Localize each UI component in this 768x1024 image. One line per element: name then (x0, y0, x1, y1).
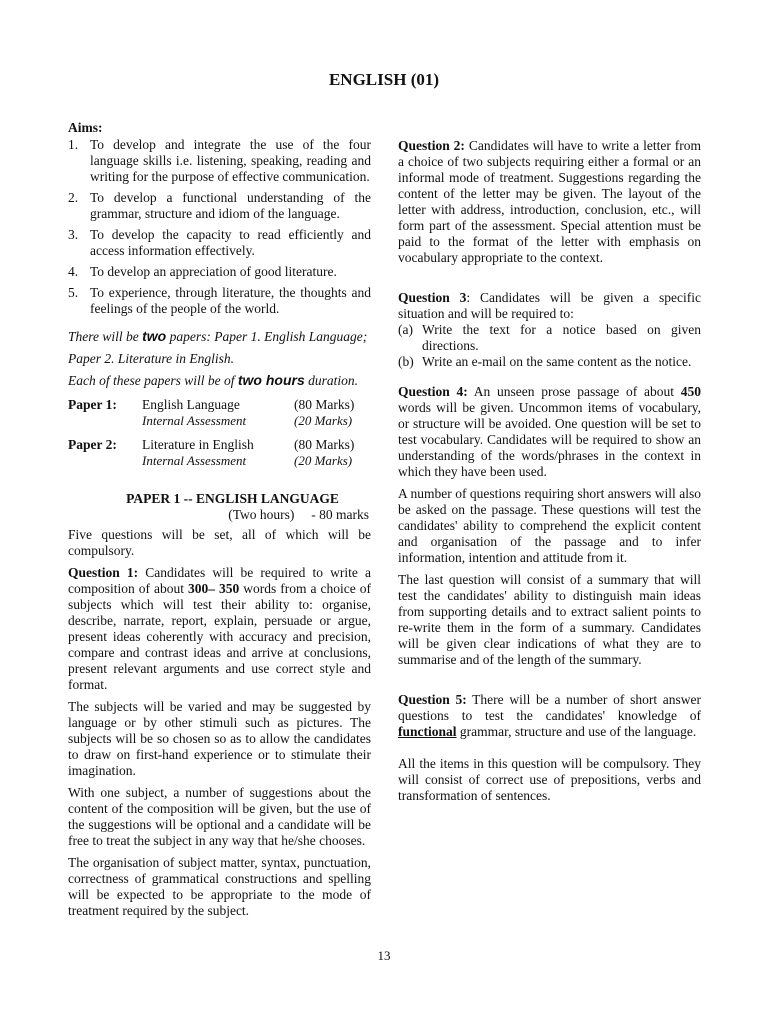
aim-number: 5. (68, 285, 79, 300)
aim-item (68, 285, 371, 317)
papers-note-line3: Each of these papers will be of two hours duration. (68, 372, 359, 388)
aim-text: To develop the capacity to read efficiently and access information effectively. (90, 227, 371, 258)
aim-text: To experience, through literature, the thoughts and feelings of the people of the world. (90, 285, 371, 316)
aim-number: 4. (68, 264, 79, 279)
paper1-intro: Five questions will be set, all of which will be compulsory. (68, 527, 371, 558)
paper-row (68, 397, 371, 413)
paper-name: Paper 1: (68, 397, 117, 412)
question-4: Question 4: An unseen prose passage of about 450 words will be given. Uncommon items of vocabulary, or structure will be avoided. One question will be set to test vocabulary. Candidates will be required to show an understanding of the words/phrases in the context in which they have been used. (398, 384, 701, 479)
paper-name: Paper 2: (68, 437, 117, 452)
papers-note (68, 328, 371, 389)
question-5-para-2: All the items in this question will be compulsory. They will consist of correct use of prepositions, verbs and transformation of sentences. (398, 756, 701, 803)
paper-subject: English Language (142, 397, 240, 412)
paper1-heading: PAPER 1 -- ENGLISH LANGUAGE (126, 491, 339, 506)
aim-number: 1. (68, 137, 79, 152)
papers-table (68, 397, 371, 469)
right-column (398, 138, 701, 804)
left-column (68, 120, 371, 919)
aim-item (68, 227, 371, 259)
paper-marks: (80 Marks) (294, 437, 355, 452)
question-4-para-3: The last question will consist of a summary that will test the candidates' ability to distinguish main ideas from supporting details and to extract salient points to re-write them in the form of a summary. Candidates will be given clear indications of what they are to summarise and of the length of the summary. (398, 572, 701, 667)
paper-marks: (80 Marks) (294, 397, 355, 412)
question-1-para-4: The organisation of subject matter, syntax, punctuation, correctness of grammatical constructions and spelling will be expected to be appropriate to the mode of treatment required by the subject. (68, 855, 371, 918)
question-4-para-2: A number of questions requiring short answers will also be asked on the passage. These questions will test the candidates' ability to comprehend the explicit content and organisation of the passage and to infer information, intention and attitude from it. (398, 486, 701, 565)
aims-list (68, 137, 371, 317)
aim-item (68, 190, 371, 222)
paper-ia-label: Internal Assessment (142, 453, 247, 468)
paper-ia-marks: (20 Marks) (294, 413, 353, 428)
question-1-para-2: The subjects will be varied and may be suggested by language or by other stimuli such as pictures. The subjects will be so chosen so as to allow the candidates to draw on first-hand experience or to stimulate their imagination. (68, 699, 371, 778)
paper1-subheading: (Two hours) - 80 marks (228, 507, 369, 522)
question-1: Question 1: Candidates will be required to write a composition of about 300– 350 words from a choice of subjects which will test their ability to: organise, describe, narrate, report, explain, persuade or argue, present ideas coherently with accuracy and precision, compare and contrast ideas and arrive at conclusions, present relevant arguments and use correct style and format. (68, 565, 371, 692)
question-3-item: (b) Write an e-mail on the same content as the notice. (398, 354, 692, 369)
paper-subject: Literature in English (142, 437, 254, 452)
paper-ia-row (68, 413, 371, 429)
papers-note-line2: Paper 2. Literature in English. (68, 351, 234, 366)
aim-number: 2. (68, 190, 79, 205)
paper-row (68, 437, 371, 453)
aim-number: 3. (68, 227, 79, 242)
paper-ia-marks: (20 Marks) (294, 453, 353, 468)
paper-ia-row (68, 453, 371, 469)
aim-text: To develop and integrate the use of the four language skills i.e. listening, speaking, reading and writing for the purpose of effective communication. (90, 137, 371, 184)
question-1-para-3: With one subject, a number of suggestions about the content of the composition will be given, but the use of the suggestions will be optional and a candidate will be free to treat the subject in any way that he/she chooses. (68, 785, 371, 848)
paper-ia-label: Internal Assessment (142, 413, 247, 428)
page-number: 13 (377, 948, 391, 963)
question-3: Question 3: Candidates will be given a specific situation and will be required to: (398, 290, 701, 321)
question-3-item: (a) Write the text for a notice based on given directions. (398, 322, 701, 353)
aim-text: To develop an appreciation of good literature. (90, 264, 337, 279)
aims-heading: Aims: (68, 120, 103, 135)
aim-text: To develop a functional understanding of the grammar, structure and idiom of the language. (90, 190, 371, 221)
papers-note-line1: There will be two papers: Paper 1. English Language; (68, 328, 368, 344)
aim-item (68, 137, 371, 185)
page-title: ENGLISH (01) (328, 70, 440, 89)
question-2: Question 2: Candidates will have to write a letter from a choice of two subjects requiring either a formal or an informal mode of treatment. Suggestions regarding the content of the letter may be given. The layout of the letter with address, introduction, conclusion, etc., will form part of the assessment. Special attention must be paid to the format of the letter with emphasis on vocabulary appropriate to the context. (398, 138, 701, 265)
question-5: Question 5: There will be a number of short answer questions to test the candidates' knowledge of functional grammar, structure and use of the language. (398, 692, 701, 739)
aim-item (68, 264, 371, 280)
